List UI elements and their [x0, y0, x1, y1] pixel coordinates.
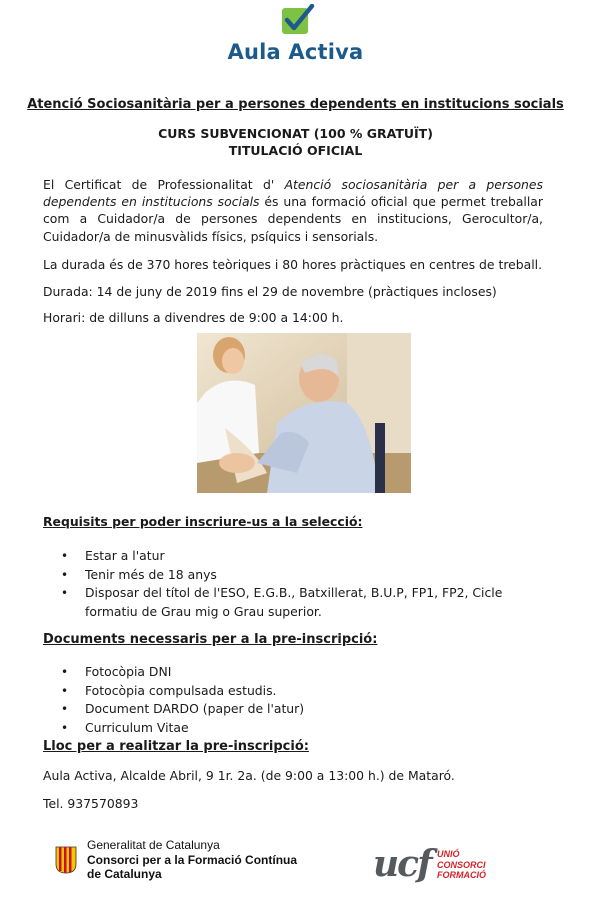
schedule-info: Horari: de dilluns a divendres de 9:00 a 14:00 h. — [43, 310, 344, 325]
brand-name: Aula Activa — [227, 40, 364, 64]
intro-italic: Atenció sociosanitària per a persones dependents en institucions socials — [43, 177, 543, 210]
requirements-heading: Requisits per poder inscriure-us a la selecció: — [43, 514, 363, 529]
requirements-list — [43, 547, 523, 603]
course-subsidy: CURS SUBVENCIONAT (100 % GRATUÏT) — [158, 126, 433, 141]
consortium-name: Consorci per a la Formació Contínua — [87, 853, 298, 867]
course-title: Atenció Sociosanitària per a persones dependents en institucions socials — [27, 97, 564, 112]
list-item: • Curriculum Vitae — [43, 719, 523, 738]
aula-activa-logo — [0, 4, 591, 64]
documents-heading: Documents necessaris per a la pre-inscripció: — [43, 632, 378, 647]
list-item: • Disposar del títol de l'ESO, E.G.B., Batxillerat, B.U.P, FP1, FP2, Cicle — [43, 584, 523, 603]
ucf-line: FORMACIÓ — [437, 870, 486, 880]
documents-list — [43, 663, 523, 738]
hours-info: La durada és de 370 hores teòriques i 80 hores pràctiques en centres de treball. — [43, 257, 543, 272]
caregiver-photo — [197, 333, 411, 493]
consortium-name-2: de Catalunya — [87, 867, 162, 881]
location-address: Aula Activa, Alcalde Abril, 9 1r. 2a. (de 9:00 a 13:00 h.) de Mataró. — [43, 768, 455, 783]
ucf-tagline — [437, 849, 486, 881]
dates-info: Durada: 14 de juny de 2019 fins el 29 de novembre (pràctiques incloses) — [43, 284, 497, 299]
phone-number: Tel. 937570893 — [43, 796, 139, 811]
senyera-icon — [55, 846, 77, 874]
ucf-logo — [373, 843, 493, 888]
intro-text-1: El Certificat de Professionalitat d' — [43, 177, 285, 192]
intro-paragraph — [43, 176, 543, 245]
generalitat-name: Generalitat de Catalunya — [87, 838, 220, 852]
location-heading: Lloc per a realitzar la pre-inscripció: — [43, 739, 309, 754]
list-item: • Tenir més de 18 anys — [43, 566, 523, 585]
ucf-line: CONSORCI — [437, 859, 486, 870]
ucf-line: UNIÓ — [437, 849, 460, 859]
checkmark-icon — [276, 4, 316, 38]
course-official: TITULACIÓ OFICIAL — [228, 143, 363, 158]
list-item-continuation: formatiu de Grau mig o Grau superior. — [85, 604, 322, 619]
list-item: • Document DARDO (paper de l'atur) — [43, 700, 523, 719]
list-item: • Fotocòpia compulsada estudis. — [43, 682, 523, 701]
list-item: • Estar a l'atur — [43, 547, 523, 566]
list-item: • Fotocòpia DNI — [43, 663, 523, 682]
generalitat-logo — [55, 838, 375, 888]
ucf-letters: ucf — [373, 843, 431, 885]
intro-text-2: és una formació oficial que permet treballar com a Cuidador/a de persones dependents en institucions, Gerocultor/a, Cuidador/a de minusvàlids físics, psíquics i sensorials. — [43, 194, 543, 244]
